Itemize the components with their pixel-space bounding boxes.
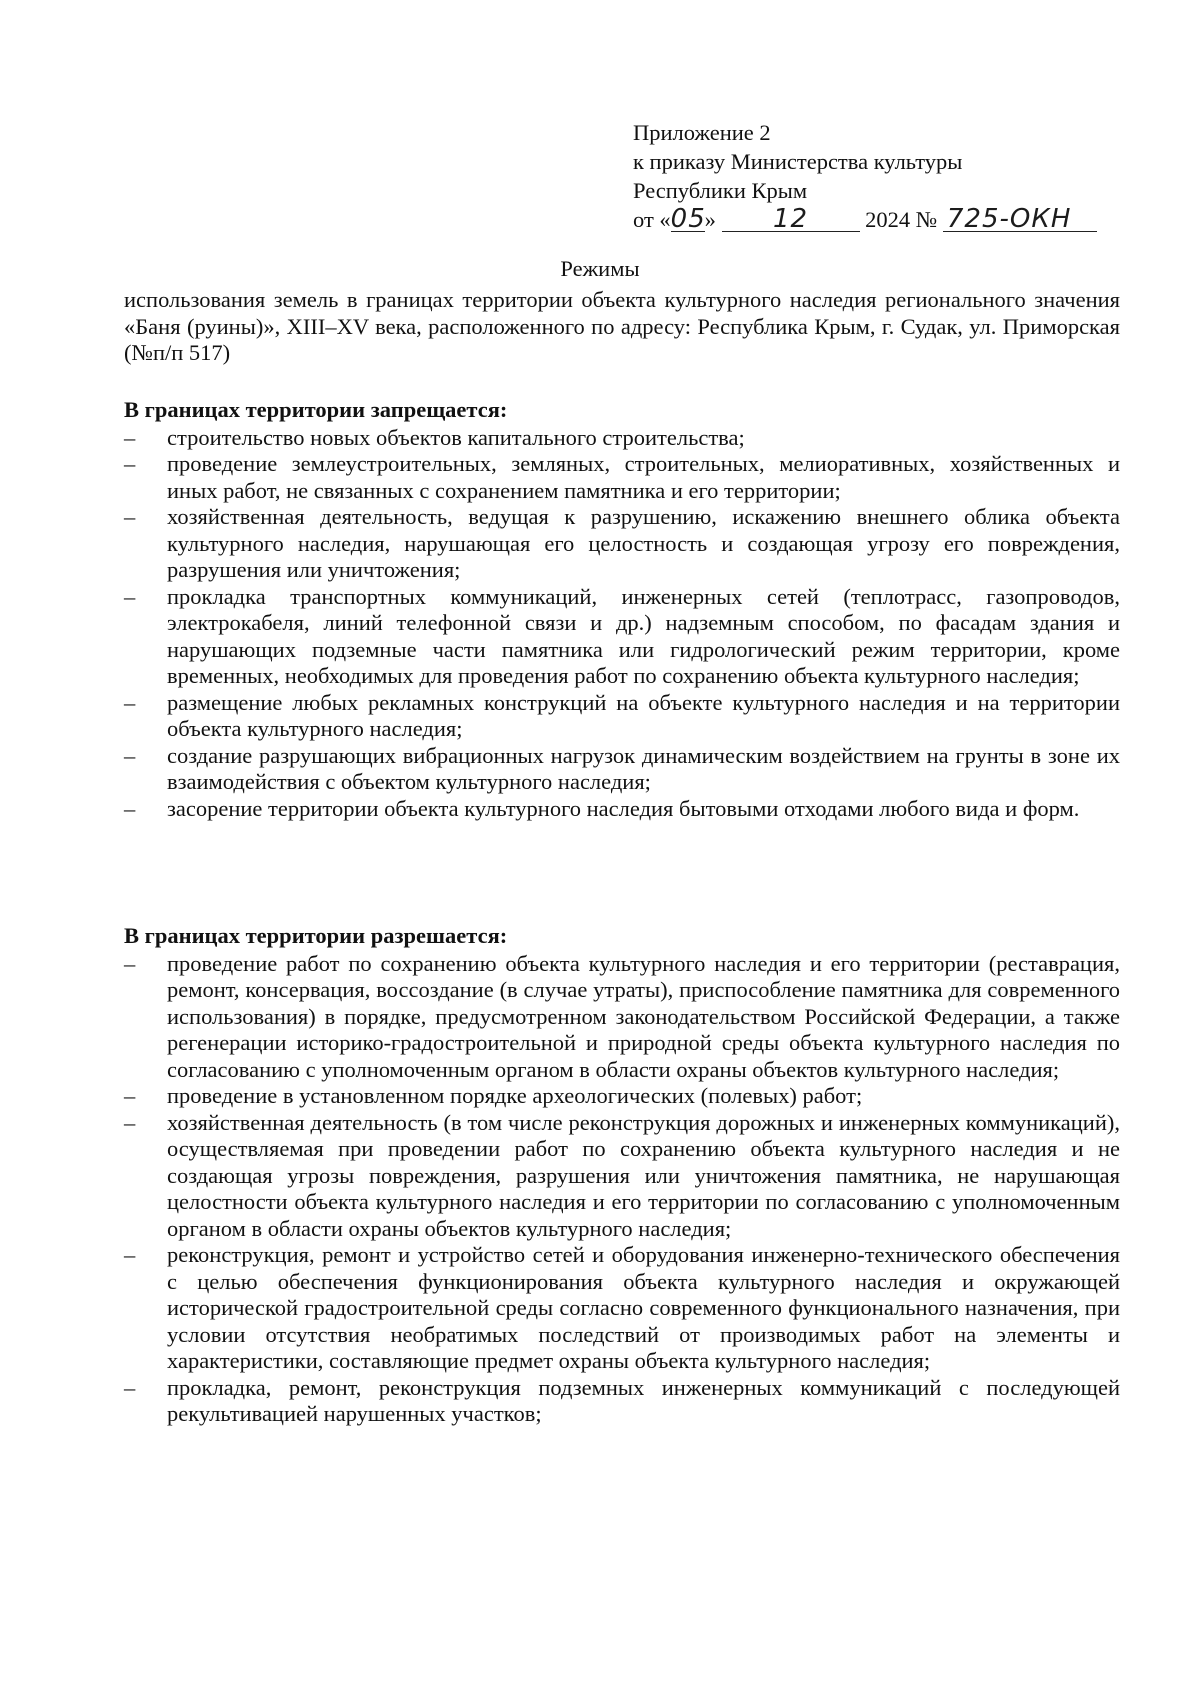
list-item-text: проведение землеустроительных, земляных, строительных, мелиоративных, хозяйственных и иных работ, не связанных с сохранением памятника и его территории; bbox=[167, 451, 1120, 503]
list-item-text: проведение работ по сохранению объекта культурного наследия и его территории (реставрация, ремонт, консервация, воссоздание (в случае утраты), приспособление памятника для современного использования) в порядке, предусмотренном законодательством Российской Федерации, а также регенерации историко-градостроительной и природной среды объекта культурного наследия по согласованию с уполномоченным органом в области охраны объектов культурного наследия; bbox=[167, 950, 1120, 1082]
bullet-dash: – bbox=[124, 689, 136, 715]
date-year: 2024 № bbox=[865, 207, 938, 232]
appendix-date-line bbox=[633, 205, 1113, 234]
date-day: 05 bbox=[670, 204, 706, 234]
date-quote-close: » bbox=[704, 207, 716, 232]
list-item bbox=[124, 425, 1120, 452]
list-item-text: хозяйственная деятельность, ведущая к разрушению, искажению внешнего облика объекта культурного наследия, нарушающая его целостность и создающая угрозу его повреждения, разрушения или уничтожения; bbox=[167, 504, 1120, 582]
list-item bbox=[124, 451, 1120, 504]
list-item bbox=[124, 690, 1120, 743]
allowed-section bbox=[124, 923, 1120, 1428]
forbidden-list bbox=[124, 425, 1120, 823]
date-prefix: от « bbox=[633, 207, 671, 232]
bullet-dash: – bbox=[124, 583, 136, 609]
document-subtitle: использования земель в границах территории объекта культурного наследия регионального значения «Баня (руины)», XIII–XV века, расположенного по адресу: Республика Крым, г. Судак, ул. Приморская (№п/п 517) bbox=[124, 287, 1120, 365]
list-item-text: создание разрушающих вибрационных нагрузок динамическим воздействием на грунты в зоне их взаимодействия с объектом культурного наследия; bbox=[167, 742, 1120, 794]
forbidden-section bbox=[124, 397, 1120, 822]
bullet-dash: – bbox=[124, 451, 136, 476]
forbidden-heading: В границах территории запрещается: bbox=[124, 397, 508, 422]
list-item bbox=[124, 1110, 1120, 1243]
allowed-list bbox=[124, 951, 1120, 1428]
bullet-dash: – bbox=[124, 795, 136, 821]
list-item-text: размещение любых рекламных конструкций на объекте культурного наследия и на территории объекта культурного наследия; bbox=[167, 689, 1120, 741]
order-number: 725-ОКН bbox=[943, 207, 1097, 232]
list-item-text: строительство новых объектов капитального строительства; bbox=[167, 424, 745, 450]
appendix-order-ref: к приказу Министерства культуры bbox=[633, 149, 963, 174]
allowed-heading: В границах территории разрешается: bbox=[124, 923, 508, 948]
list-item bbox=[124, 1083, 1120, 1110]
date-month: 12 bbox=[722, 207, 860, 232]
list-item-text: прокладка транспортных коммуникаций, инженерных сетей (теплотрасс, газопроводов, электрокабеля, линий телефонной связи и др.) надземным способом, по фасадам здания и нарушающих подземные части памятника или гидрологический режим территории, кроме временных, необходимых для проведения работ по сохранению объекта культурного наследия; bbox=[167, 583, 1120, 688]
bullet-dash: – bbox=[124, 1242, 136, 1267]
list-item bbox=[124, 796, 1120, 823]
list-item-text: прокладка, ремонт, реконструкция подземных инженерных коммуникаций с последующей рекультивацией нарушенных участков; bbox=[167, 1374, 1120, 1426]
list-item-text: засорение территории объекта культурного наследия бытовыми отходами любого вида и форм. bbox=[167, 795, 1080, 821]
list-item bbox=[124, 743, 1120, 796]
list-item bbox=[124, 1242, 1120, 1375]
bullet-dash: – bbox=[124, 1109, 136, 1135]
bullet-dash: – bbox=[124, 504, 136, 529]
document-title: Режимы bbox=[560, 256, 640, 281]
bullet-dash: – bbox=[124, 1083, 136, 1108]
list-item bbox=[124, 504, 1120, 584]
list-item bbox=[124, 951, 1120, 1084]
list-item-text: реконструкция, ремонт и устройство сетей и оборудования инженерно-технического обеспечения с целью обеспечения функционирования объекта культурного наследия и окружающей исторической градостроительной среды согласно современного функционального назначения, при условии отсутствия необратимых последствий от производимых работ на элементы и характеристики, составляющие предмет охраны объекта культурного наследия; bbox=[167, 1242, 1120, 1373]
list-item bbox=[124, 1375, 1120, 1428]
bullet-dash: – bbox=[124, 1374, 136, 1400]
appendix-header bbox=[633, 118, 1113, 234]
bullet-dash: – bbox=[124, 742, 136, 768]
list-item-text: проведение в установленном порядке археологических (полевых) работ; bbox=[167, 1083, 863, 1108]
bullet-dash: – bbox=[124, 424, 136, 450]
list-item bbox=[124, 584, 1120, 690]
list-item-text: хозяйственная деятельность (в том числе реконструкция дорожных и инженерных коммуникаций), осуществляемая при проведении работ по сохранению объекта культурного наследия и не создающая угрозы повреждения, разрушения или уничтожения памятника, не нарушающая целостности объекта культурного наследия и его территории по согласованию с уполномоченным органом в области охраны объектов культурного наследия; bbox=[167, 1109, 1120, 1241]
appendix-republic: Республики Крым bbox=[633, 178, 808, 203]
bullet-dash: – bbox=[124, 950, 136, 976]
appendix-label: Приложение 2 bbox=[633, 120, 771, 145]
